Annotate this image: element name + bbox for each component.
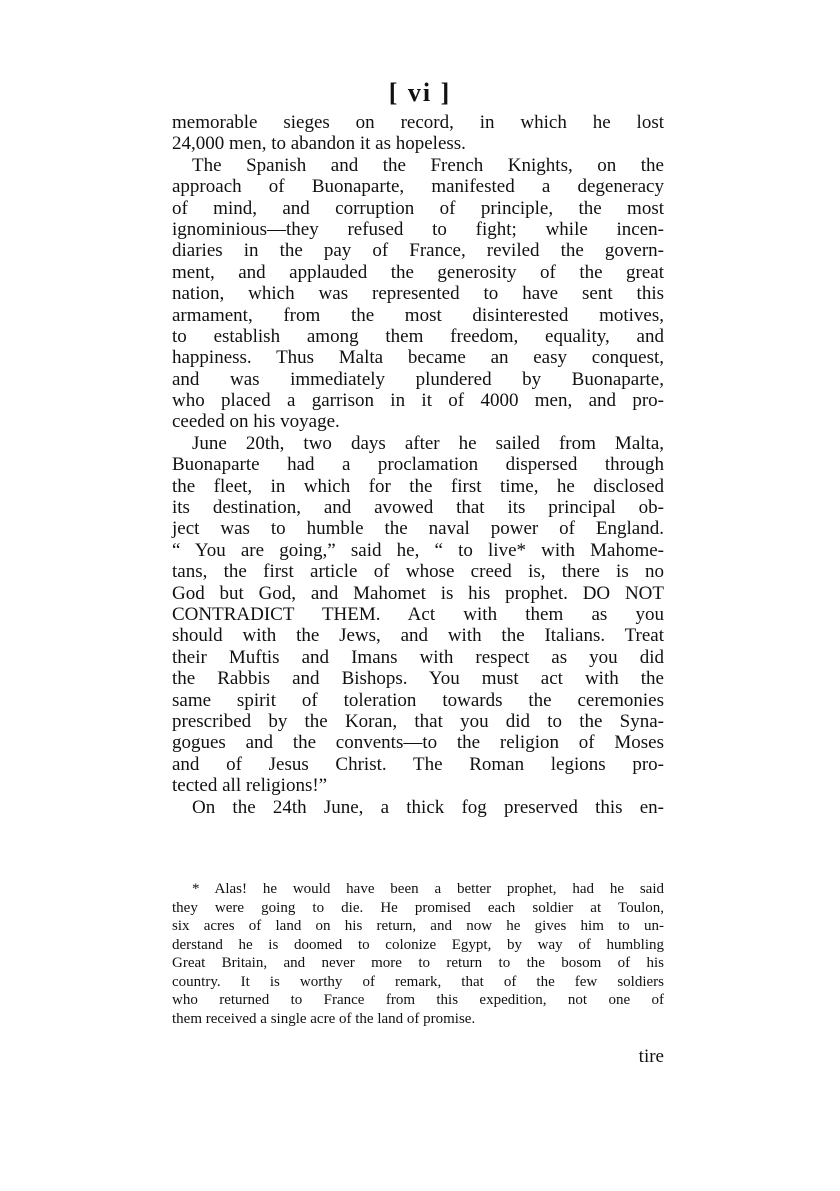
body-line: prescribed by the Koran, that you did to the Syna- xyxy=(172,710,664,732)
body-line: approach of Buonaparte, manifested a degeneracy xyxy=(172,176,664,198)
body-line: ceeded on his voyage. xyxy=(172,411,340,433)
body-line: its destination, and avowed that its principal ob- xyxy=(172,497,664,519)
body-line: ment, and applauded the generosity of the great xyxy=(172,261,664,283)
body-line: nation, which was represented to have sent this xyxy=(172,283,664,305)
body-line: their Muftis and Imans with respect as you did xyxy=(172,646,664,668)
body-line: tected all religions!” xyxy=(172,775,328,797)
body-line: of mind, and corruption of principle, the most xyxy=(172,197,664,219)
body-line: happiness. Thus Malta became an easy conquest, xyxy=(172,347,664,369)
body-line: diaries in the pay of France, reviled the govern- xyxy=(172,240,664,262)
page-number-header: [ vi ] xyxy=(388,78,452,107)
body-line: who placed a garrison in it of 4000 men, and pro- xyxy=(172,390,664,412)
footnote-line: * Alas! he would have been a better prophet, had he said xyxy=(192,881,664,897)
body-line: gogues and the convents—to the religion of Moses xyxy=(172,732,664,754)
body-line: the Rabbis and Bishops. You must act with the xyxy=(172,668,664,690)
body-line: CONTRADICT THEM. Act with them as you xyxy=(172,603,664,625)
body-line: memorable sieges on record, in which he lost xyxy=(172,112,664,133)
body-line: God but God, and Mahomet is his prophet. DO NOT xyxy=(172,582,664,604)
footnote xyxy=(172,880,664,1028)
body-line: ignominious—they refused to fight; while incen- xyxy=(172,218,664,240)
body-line: and of Jesus Christ. The Roman legions pro- xyxy=(172,753,664,775)
body-line: ject was to humble the naval power of England. xyxy=(172,518,664,540)
body-line: tans, the first article of whose creed is, there is no xyxy=(172,561,664,583)
body-line: the fleet, in which for the first time, he disclosed xyxy=(172,475,664,497)
body-line: On the 24th June, a thick fog preserved this en- xyxy=(192,796,664,818)
body-line: Buonaparte had a proclamation dispersed through xyxy=(172,454,664,476)
body-line: should with the Jews, and with the Italians. Treat xyxy=(172,625,664,647)
footnote-line: who returned to France from this expedition, not one of xyxy=(172,992,664,1008)
body-line: to establish among them freedom, equality, and xyxy=(172,325,664,347)
body-line: same spirit of toleration towards the ceremonies xyxy=(172,689,664,711)
footnote-line: they were going to die. He promised each soldier at Toulon, xyxy=(172,899,664,916)
body-line: “ You are going,” said he, “ to live* with Mahome- xyxy=(172,539,664,561)
footnote-line: six acres of land on his return, and now he gives him to un- xyxy=(172,918,664,934)
body-line: June 20th, two days after he sailed from Malta, xyxy=(192,432,664,454)
footnote-line: Great Britain, and never more to return to the bosom of his xyxy=(172,955,664,971)
body-line: The Spanish and the French Knights, on the xyxy=(192,154,664,176)
body-line: and was immediately plundered by Buonaparte, xyxy=(172,368,664,390)
body-line: armament, from the most disinterested motives, xyxy=(172,304,664,326)
body-line: 24,000 men, to abandon it as hopeless. xyxy=(172,133,466,155)
footnote-line: country. It is worthy of remark, that of the few soldiers xyxy=(172,973,664,990)
footnote-line: derstand he is doomed to colonize Egypt, by way of humbling xyxy=(172,936,664,953)
catchword: tire xyxy=(638,1046,664,1067)
body-text xyxy=(172,112,664,818)
footnote-line: them received a single acre of the land of promise. xyxy=(172,1010,476,1027)
